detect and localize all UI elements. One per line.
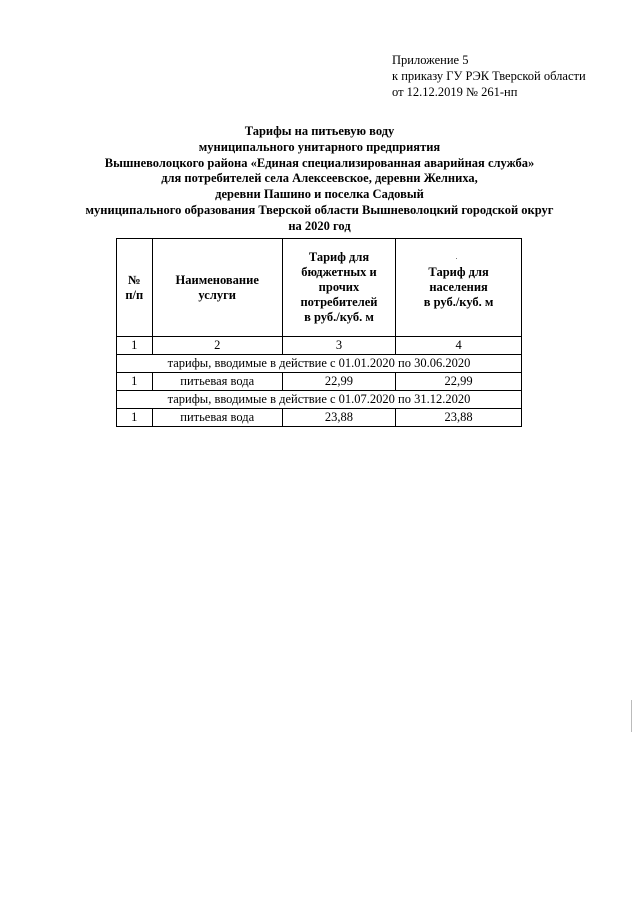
period-row [117,355,522,373]
header-service-name: Наименование услуги [152,239,282,337]
order-reference-line: к приказу ГУ РЭК Тверской области [392,69,586,83]
service-name: питьевая вода [152,373,282,391]
tariff-population-value: 22,99 [396,373,522,391]
table-header-row [117,239,522,337]
service-name: питьевая вода [152,409,282,427]
scan-speck [456,258,457,259]
period-label: тарифы, вводимые в действие с 01.01.2020 по 30.06.2020 [117,355,522,373]
title-line: деревни Пашино и поселка Садовый [215,187,424,202]
order-date-line: от 12.12.2019 № 261-нп [392,85,518,99]
column-number: 1 [117,337,153,355]
title-line: муниципального унитарного предприятия [198,139,441,154]
column-number: 4 [396,337,522,355]
title-line: муниципального образования Тверской области Вышневолоцкий городской округ [85,202,554,217]
period-label: тарифы, вводимые в действие с 01.07.2020 по 31.12.2020 [117,391,522,409]
document-title [0,124,639,235]
row-number: 1 [117,373,153,391]
tariff-table [116,238,522,427]
title-line: Тарифы на питьевую воду [244,124,395,138]
scan-edge-mark [631,700,632,732]
header-tariff-budget: Тариф для бюджетных и прочих потребителей в руб./куб. м [282,239,395,337]
title-line: для потребителей села Алексеевское, деревни Желниха, [161,171,478,186]
table-row [117,373,522,391]
appendix-header [392,52,586,100]
appendix-line: Приложение 5 [392,53,469,67]
header-tariff-population: Тариф для населения в руб./куб. м [396,239,522,337]
column-number: 3 [282,337,395,355]
table-row [117,409,522,427]
tariff-population-value: 23,88 [396,409,522,427]
tariff-budget-value: 22,99 [282,373,395,391]
title-line: Вышневолоцкого района «Единая специализированная аварийная служба» [104,155,535,170]
column-number: 2 [152,337,282,355]
row-number: 1 [117,409,153,427]
period-row [117,391,522,409]
column-number-row [117,337,522,355]
tariff-budget-value: 23,88 [282,409,395,427]
header-number: № п/п [117,239,153,337]
title-line: на 2020 год [288,218,351,233]
